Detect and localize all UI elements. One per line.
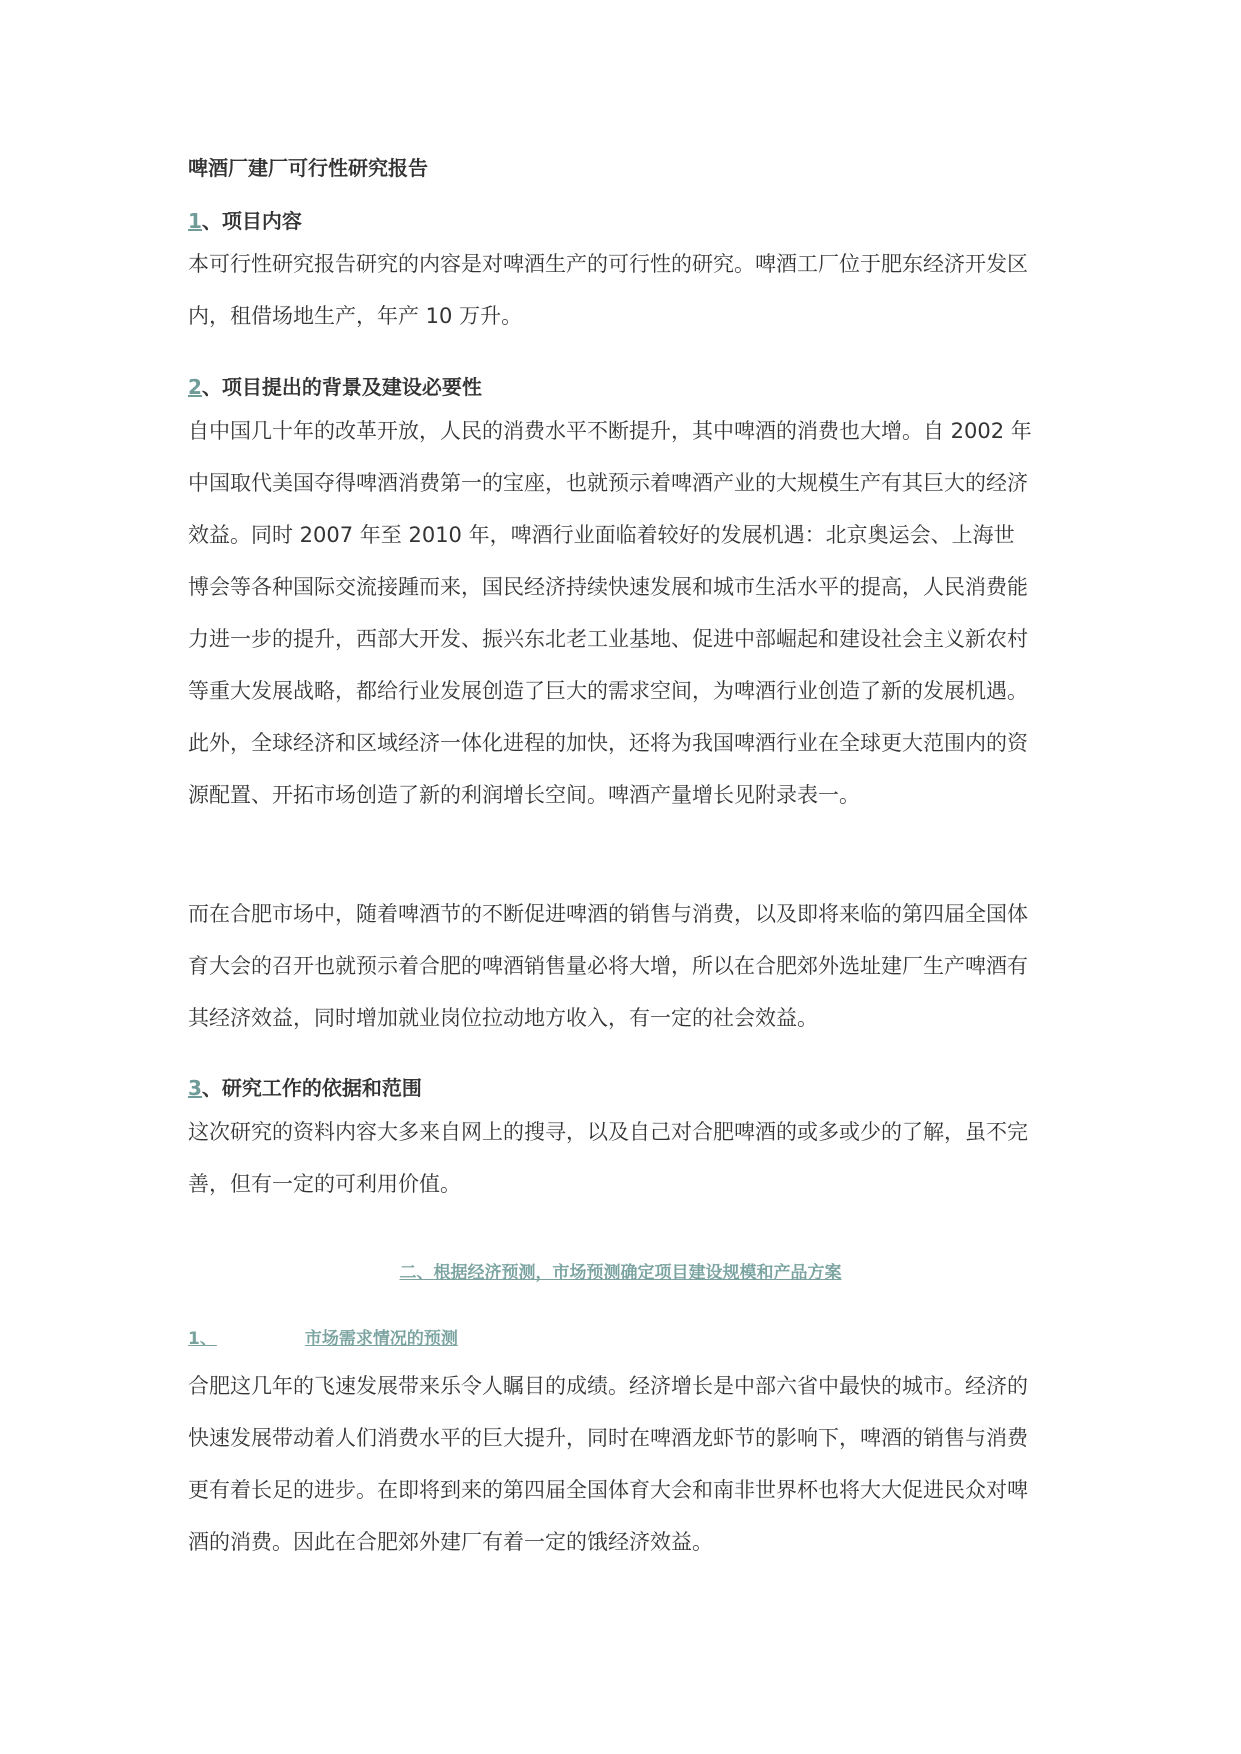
- section-3-number-link[interactable]: 3: [188, 1076, 202, 1100]
- section-2-heading-text: 、项目提出的背景及建设必要性: [201, 375, 482, 399]
- part-2-paragraph: [188, 1360, 1056, 1568]
- section-1-number-link[interactable]: 1: [188, 209, 202, 233]
- subheading-number: 1、: [188, 1329, 217, 1349]
- part-2-heading-link[interactable]: 二、根据经济预测，市场预测确定项目建设规模和产品方案: [399, 1263, 842, 1283]
- section-2-heading: [188, 371, 482, 400]
- paragraph-line: 内，租借场地生产，年产 10 万升。: [188, 304, 523, 328]
- paragraph-line: 其经济效益，同时增加就业岗位拉动地方收入，有一定的社会效益。: [188, 1006, 818, 1030]
- paragraph-line: 而在合肥市场中，随着啤酒节的不断促进啤酒的销售与消费，以及即将来临的第四届全国体: [188, 902, 1028, 926]
- document-title: 啤酒厂建厂可行性研究报告: [188, 156, 428, 180]
- part-2-subheading-link[interactable]: [188, 1324, 458, 1349]
- section-3-heading-text: 、研究工作的依据和范围: [201, 1076, 422, 1100]
- section-1-paragraph: [188, 238, 1056, 342]
- section-3-paragraph: [188, 1106, 1056, 1210]
- paragraph-line: 中国取代美国夺得啤酒消费第一的宝座，也就预示着啤酒产业的大规模生产有其巨大的经济: [188, 471, 1028, 495]
- section-1-heading-text: 、项目内容: [201, 209, 302, 233]
- paragraph-line: 育大会的召开也就预示着合肥的啤酒销售量必将大增，所以在合肥郊外选址建厂生产啤酒有: [188, 954, 1028, 978]
- paragraph-line: 合肥这几年的飞速发展带来乐令人瞩目的成绩。经济增长是中部六省中最快的城市。经济的: [188, 1374, 1028, 1398]
- paragraph-line: 这次研究的资料内容大多来自网上的搜寻，以及自己对合肥啤酒的或多或少的了解，虽不完: [188, 1120, 1028, 1144]
- section-2-paragraph-1: [188, 405, 1056, 821]
- paragraph-line: 更有着长足的进步。在即将到来的第四届全国体育大会和南非世界杯也将大大促进民众对啤: [188, 1478, 1028, 1502]
- paragraph-line: 善，但有一定的可利用价值。: [188, 1172, 461, 1196]
- paragraph-line: 效益。同时 2007 年至 2010 年，啤酒行业面临着较好的发展机遇：北京奥运会、上海世: [188, 523, 1015, 547]
- paragraph-line: 自中国几十年的改革开放，人民的消费水平不断提升，其中啤酒的消费也大增。自 2002 年: [188, 419, 1032, 443]
- paragraph-line: 等重大发展战略，都给行业发展创造了巨大的需求空间，为啤酒行业创造了新的发展机遇。: [188, 679, 1028, 703]
- paragraph-line: 力进一步的提升，西部大开发、振兴东北老工业基地、促进中部崛起和建设社会主义新农村: [188, 627, 1028, 651]
- paragraph-line: 本可行性研究报告研究的内容是对啤酒生产的可行性的研究。啤酒工厂位于肥东经济开发区: [188, 252, 1028, 276]
- paragraph-line: 快速发展带动着人们消费水平的巨大提升，同时在啤酒龙虾节的影响下，啤酒的销售与消费: [188, 1426, 1028, 1450]
- section-2-paragraph-2: [188, 888, 1056, 1044]
- paragraph-line: 此外，全球经济和区域经济一体化进程的加快，还将为我国啤酒行业在全球更大范围内的资: [188, 731, 1028, 755]
- section-2-number-link[interactable]: 2: [188, 375, 202, 399]
- subheading-text: 市场需求情况的预测: [304, 1329, 458, 1349]
- paragraph-line: 博会等各种国际交流接踵而来，国民经济持续快速发展和城市生活水平的提高，人民消费能: [188, 575, 1028, 599]
- section-1-heading: [188, 205, 302, 234]
- paragraph-line: 酒的消费。因此在合肥郊外建厂有着一定的饿经济效益。: [188, 1530, 713, 1554]
- section-3-heading: [188, 1072, 422, 1101]
- paragraph-line: 源配置、开拓市场创造了新的利润增长空间。啤酒产量增长见附录表一。: [188, 783, 860, 807]
